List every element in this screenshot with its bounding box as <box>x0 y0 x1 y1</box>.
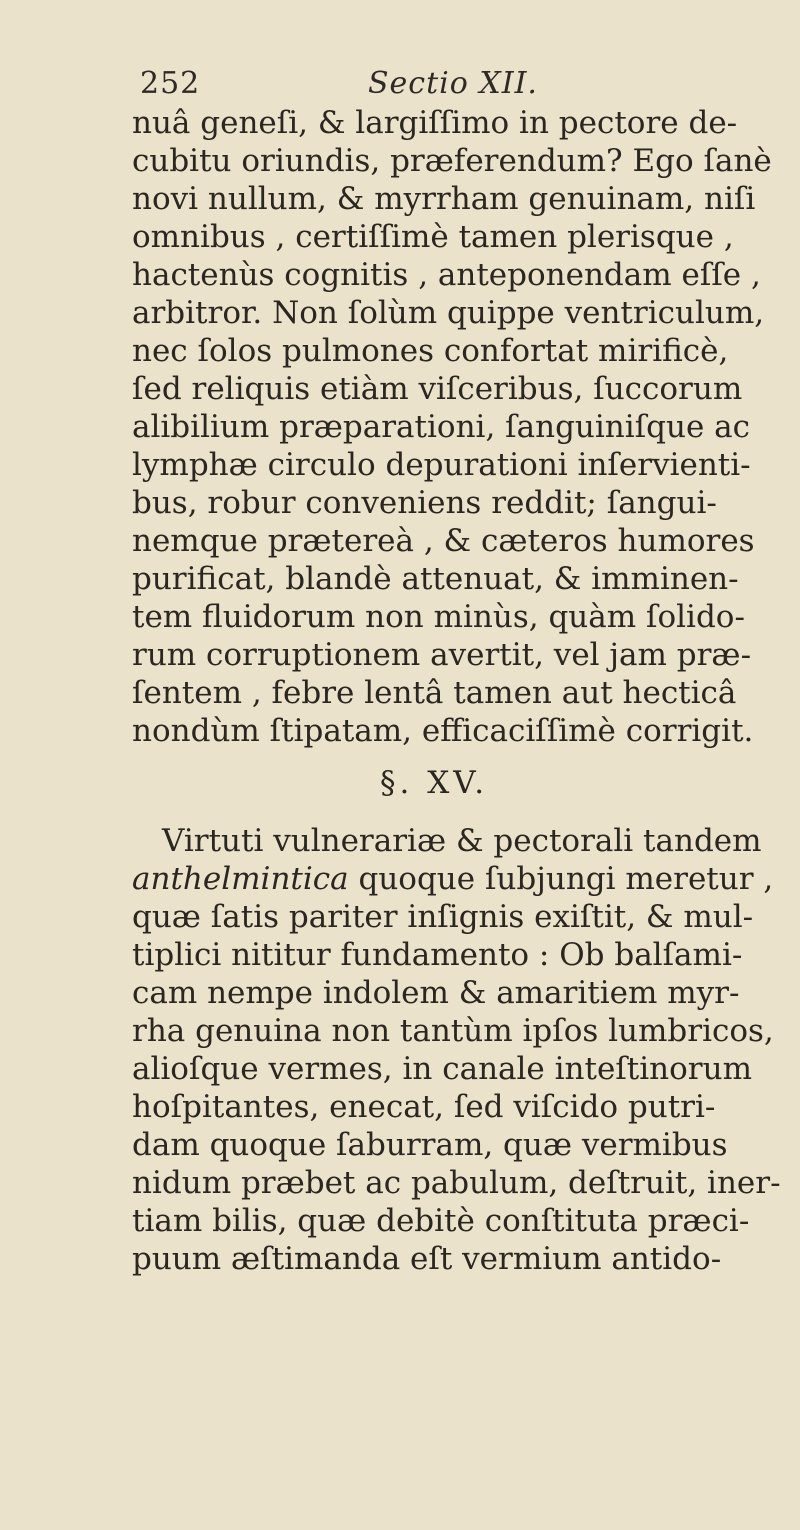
text-line: tiplici nititur fundamento : Ob balſami- <box>132 937 743 973</box>
text-line: cam nempe indolem & amaritiem myr- <box>132 975 740 1011</box>
text-line: tiam bilis, quæ debitè conſtituta præci- <box>132 1203 750 1239</box>
text-line: nuâ geneſi, & largiſſimo in pectore de- <box>132 105 738 141</box>
text-line: alibilium præparationi, ſanguiniſque ac <box>132 409 751 445</box>
text-line: hoſpitantes, enecat, ſed viſcido putri- <box>132 1089 716 1125</box>
text-line: nidum præbet ac pabulum, deſtruit, iner- <box>132 1165 781 1201</box>
text-line: nec ſolos pulmones confortat mirificè, <box>132 333 729 369</box>
text-line <box>162 822 762 860</box>
text-segment: Virtuti vulnerariæ & pectorali tandem <box>162 823 762 859</box>
text-line: quæ ſatis pariter inſignis exiſtit, & mul- <box>132 899 754 935</box>
text-line: ſed reliquis etiàm viſceribus, ſuccorum <box>132 371 743 407</box>
section-heading: §. XV. <box>380 765 489 801</box>
text-line: novi nullum, & myrrham genuinam, niſi <box>132 181 756 217</box>
text-line: ſentem , febre lentâ tamen aut hecticâ <box>132 675 737 711</box>
text-line: lymphæ circulo depurationi inſervienti- <box>132 447 751 483</box>
text-line: nondùm ſtipatam, efficaciſſimè corrigit. <box>132 713 754 749</box>
text-line: dam quoque ſaburram, quæ vermibus <box>132 1127 728 1163</box>
running-head: Sectio XII. <box>368 66 538 101</box>
text-line: puum æſtimanda eſt vermium antido- <box>132 1241 722 1277</box>
text-line: arbitror. Non ſolùm quippe ventriculum, <box>132 295 765 331</box>
text-line <box>132 860 773 898</box>
italic-term: anthelmintica <box>132 861 349 897</box>
text-segment: quoque ſubjungi meretur , <box>348 861 774 897</box>
text-line: omnibus , certiſſimè tamen plerisque , <box>132 219 734 255</box>
page-header <box>140 66 760 106</box>
text-line: nemque prætereà , & cæteros humores <box>132 523 755 559</box>
text-line: rha genuina non tantùm ipſos lumbricos, <box>132 1013 774 1049</box>
text-line: alioſque vermes, in canale inteſtinorum <box>132 1051 752 1087</box>
text-line: bus, robur conveniens reddit; ſangui- <box>132 485 717 521</box>
text-line: purificat, blandè attenuat, & imminen- <box>132 561 739 597</box>
text-line: cubitu oriundis, præferendum? Ego ſanè <box>132 143 772 179</box>
text-line: hactenùs cognitis , anteponendam eſſe , <box>132 257 761 293</box>
text-line: rum corruptionem avertit, vel jam præ- <box>132 637 752 673</box>
page-number: 252 <box>140 66 201 101</box>
text-line: tem fluidorum non minùs, quàm ſolido- <box>132 599 745 635</box>
